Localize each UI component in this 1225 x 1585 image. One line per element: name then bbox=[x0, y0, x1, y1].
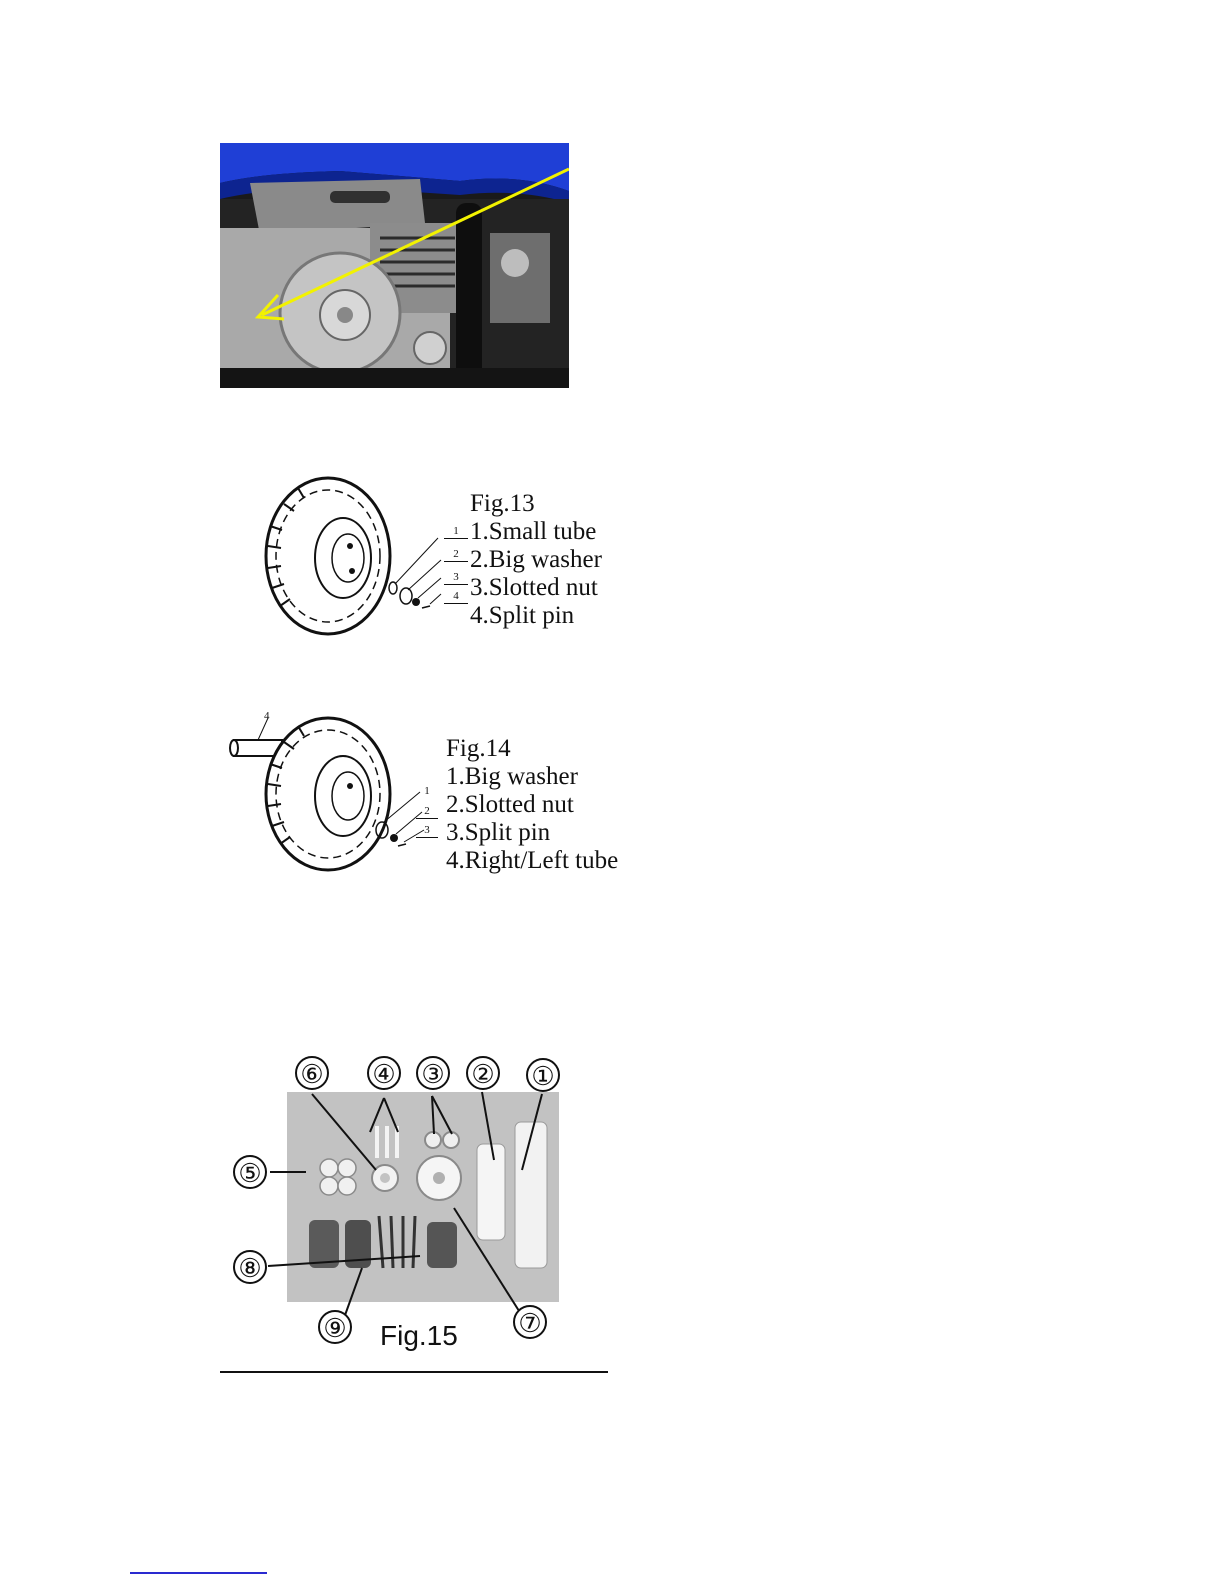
fig13-wheel-drawing bbox=[258, 476, 443, 636]
fig13-item-4: 4.Split pin bbox=[470, 602, 575, 629]
fig13-title: Fig.13 bbox=[470, 490, 535, 517]
fig14-item-4: 4.Right/Left tube bbox=[446, 847, 619, 874]
footer-link-underline[interactable] bbox=[130, 1572, 267, 1574]
fig14-item-3: 3.Split pin bbox=[446, 819, 551, 846]
fig15-callout-2: ② bbox=[466, 1056, 500, 1090]
fig15-leader-lines bbox=[220, 1050, 580, 1340]
fig13-callout-3: 3 bbox=[444, 570, 468, 585]
fig15-callout-7: ⑦ bbox=[513, 1305, 547, 1339]
fig15-title: Fig.15 bbox=[380, 1320, 458, 1351]
fig13-caption bbox=[470, 490, 602, 630]
fig13-item-2: 2.Big washer bbox=[470, 546, 602, 573]
fig14-item-2: 2.Slotted nut bbox=[446, 791, 574, 818]
fig13-callout-numbers bbox=[444, 524, 468, 604]
fig14-caption bbox=[446, 735, 618, 875]
fig15-callout-5: ⑤ bbox=[233, 1155, 267, 1189]
fig13-callout-2: 2 bbox=[444, 547, 468, 562]
fig14-callout-2: 2 bbox=[416, 804, 438, 819]
fig14-title: Fig.14 bbox=[446, 735, 511, 762]
fig15-callout-8: ⑧ bbox=[233, 1250, 267, 1284]
fig14-item-1: 1.Big washer bbox=[446, 763, 578, 790]
fig13-item-1: 1.Small tube bbox=[470, 518, 597, 545]
fig14-callout-tube: 4 bbox=[264, 710, 270, 722]
fig15-callout-4: ④ bbox=[367, 1056, 401, 1090]
fig13-callout-1: 1 bbox=[444, 524, 468, 539]
fig14-callout-3: 3 bbox=[416, 823, 438, 838]
fig15-callout-3: ③ bbox=[416, 1056, 450, 1090]
fig14-callout-1: 1 bbox=[424, 785, 430, 797]
fig15-callout-9: ⑨ bbox=[318, 1310, 352, 1344]
engine-photo bbox=[220, 143, 569, 388]
fig14-wheel-drawing bbox=[228, 712, 438, 872]
fig14-callout-numbers bbox=[416, 784, 438, 838]
fig13-item-3: 3.Slotted nut bbox=[470, 574, 598, 601]
fig15-callout-6: ⑥ bbox=[295, 1056, 329, 1090]
fig15-callout-1: ① bbox=[526, 1058, 560, 1092]
section-divider bbox=[220, 1371, 608, 1373]
fig13-callout-4: 4 bbox=[444, 589, 468, 604]
engine-photo-illustration bbox=[220, 143, 569, 388]
